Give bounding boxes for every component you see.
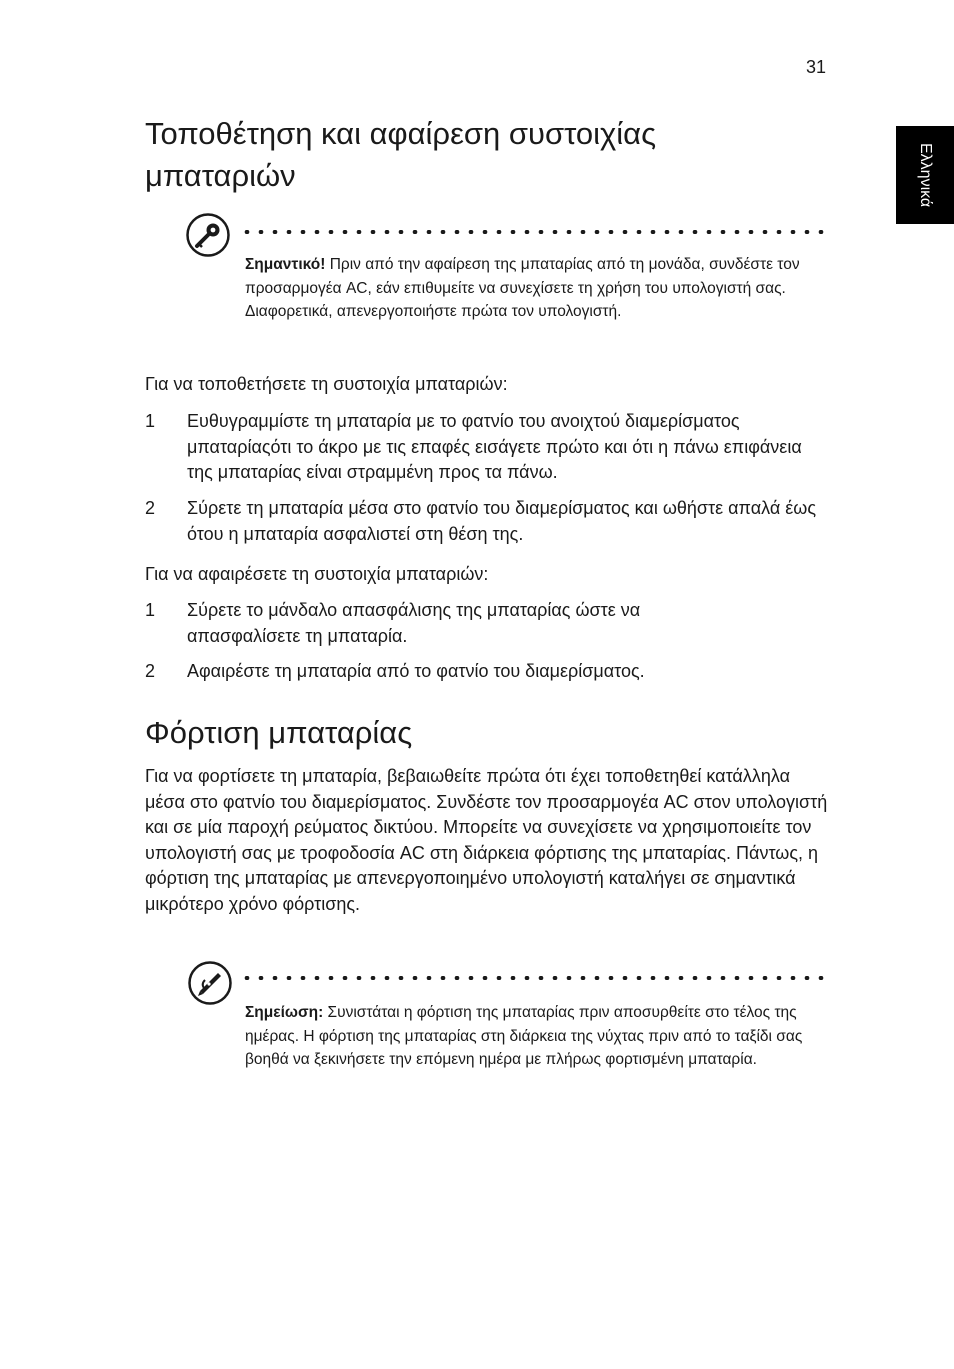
note-text: Συνιστάται η φόρτιση της μπαταρίας πριν αποσυρθείτε στο τέλος της ημέρας. Η φόρτιση της μπαταρίας στη διάρκεια της νύχτας πριν από το ταξίδι σας βοηθά να ξεκινήσετε την επόμενη ημέρα με πλήρως φορτισμένη μπαταρία. — [245, 1004, 803, 1068]
install-intro: Για να τοποθετήσετε τη συστοιχία μπαταριών: — [145, 374, 508, 394]
key-icon — [185, 212, 231, 258]
install-step-1-text: Ευθυγραμμίστε τη μπαταρία με το φατνίο του ανοιχτού διαμερίσματος μπαταρίαςότι το άκρο με τις επαφές εισάγετε πρώτο και ότι η πάνω επιφάνεια της μπαταρίας είναι στραμμένη προς τα πάνω. — [187, 411, 802, 482]
install-step-2-number: 2 — [145, 498, 156, 518]
install-step-1-number: 1 — [145, 411, 156, 431]
charging-paragraph: Για να φορτίσετε τη μπαταρία, βεβαιωθείτε πρώτα ότι έχει τοποθετηθεί κατάλληλα μέσα στο φατνίο του διαμερίσματος. Συνδέστε τον προσαρμογέα AC στον υπολογιστή και σε μία παροχή ρεύματος δικτύου. Μπορείτε να συνεχίσετε να χρησιμοποιείτε τον υπολογιστή σας με τροφοδοσία AC στη διάρκεια φόρτισης της μπαταρίας. Πάντως, η φόρτιση της μπαταρίας με απενεργοποιημένο υπολογιστή καταλήγει σε σημαντικά μικρότερο χρόνο φόρτισης. — [145, 766, 828, 914]
pen-note-icon — [187, 960, 233, 1006]
page-number: 31 — [806, 57, 827, 77]
remove-step-2-number: 2 — [145, 661, 156, 681]
language-tab — [896, 126, 954, 224]
note-divider — [240, 230, 828, 234]
remove-intro: Για να αφαιρέσετε τη συστοιχία μπαταριών: — [145, 564, 489, 584]
important-note — [245, 253, 805, 324]
remove-step-2-text: Αφαιρέστε τη μπαταρία από το φατνίο του διαμερίσματος. — [187, 661, 645, 681]
important-text: Πριν από την αφαίρεση της μπαταρίας από τη μονάδα, συνδέστε τον προσαρμογέα AC, εάν επιθυμείτε να συνεχίσετε τη χρήση του υπολογιστή σας. Διαφορετικά, απενεργοποιήστε πρώτα τον υπολογιστή. — [245, 256, 800, 320]
important-label: Σημαντικό! — [245, 256, 326, 273]
note-label: Σημείωση: — [245, 1004, 324, 1021]
charging-note — [245, 1001, 805, 1072]
install-step-2-text: Σύρετε τη μπαταρία μέσα στο φατνίο του διαμερίσματος και ωθήστε απαλά έως ότου η μπαταρία ασφαλιστεί στη θέση της. — [187, 498, 816, 544]
section-title-battery-install: Τοποθέτηση και αφαίρεση συστοιχίας μπαταριών — [145, 116, 657, 193]
section-title-battery-charging: Φόρτιση μπαταρίας — [145, 715, 413, 750]
note-divider-2 — [240, 976, 830, 980]
remove-step-1-number: 1 — [145, 600, 156, 620]
language-tab-label: Ελληνικά — [917, 142, 934, 208]
remove-step-1-text: Σύρετε το μάνδαλο απασφάλισης της μπαταρίας ώστε να απασφαλίσετε τη μπαταρία. — [187, 600, 641, 646]
